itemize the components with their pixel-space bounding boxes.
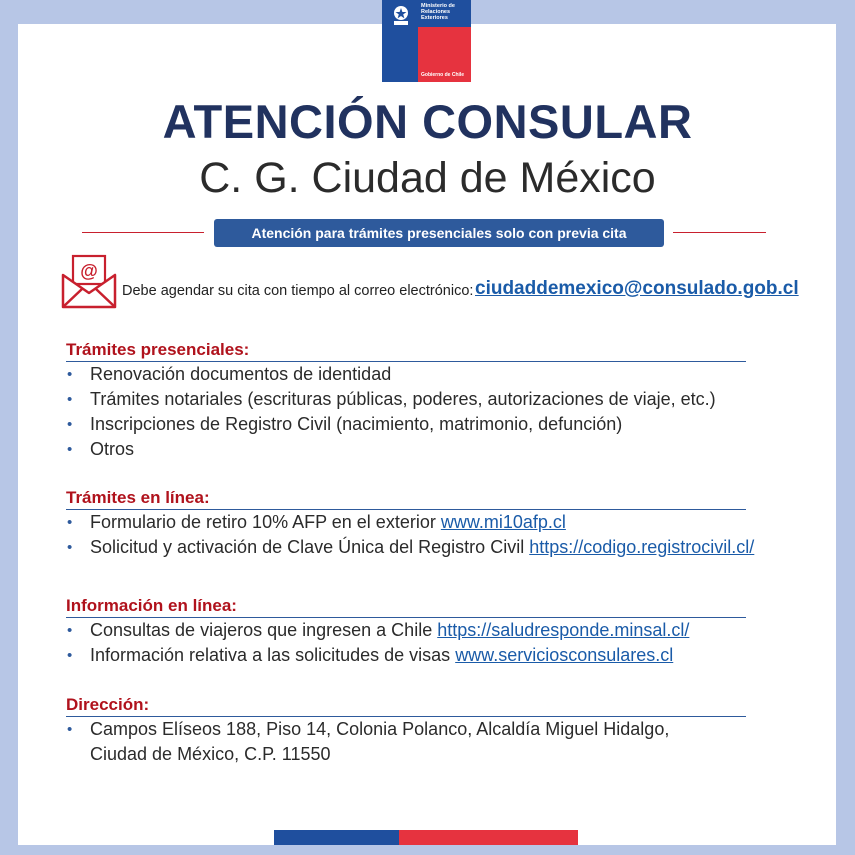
list-item: • Renovación documentos de identidad [66,362,746,387]
government-label: Gobierno de Chile [421,72,465,78]
appointment-banner: Atención para trámites presenciales solo con previa cita [214,219,664,247]
section-heading: Trámites presenciales: [66,340,746,362]
ministry-name: Ministerio de Relaciones Exteriores [421,3,455,21]
list-item: • Otros [66,437,746,462]
list-item: • Información relativa a las solicitudes de visas www.serviciosconsulares.cl [66,643,746,668]
section-heading: Información en línea: [66,596,746,618]
appointment-instructions: Debe agendar su cita con tiempo al correo electrónico: [122,283,474,299]
divider-left [82,232,204,233]
list-item: • Trámites notariales (escrituras públicas, poderes, autorizaciones de viaje, etc.) [66,387,746,412]
section-online-procedures [66,488,755,560]
address-line: Ciudad de México, C.P. 11550 [90,744,331,764]
list-item: • Consultas de viajeros que ingresen a Chile https://saludresponde.minsal.cl/ [66,618,746,643]
list-item: • Inscripciones de Registro Civil (nacimiento, matrimonio, defunción) [66,412,746,437]
ministry-logo [382,0,471,82]
envelope-at-icon [60,253,118,311]
list-item: • Formulario de retiro 10% AFP en el exterior www.mi10afp.cl [66,510,746,535]
list-item: • Solicitud y activación de Clave Única del Registro Civil https://codigo.registrocivil.cl/ [66,535,746,560]
address-line: • Campos Elíseos 188, Piso 14, Colonia Polanco, Alcaldía Miguel Hidalgo, [66,717,746,742]
chile-coat-of-arms-icon [390,4,412,28]
section-in-person [66,340,746,462]
afp-link[interactable]: www.mi10afp.cl [440,512,566,532]
page-subtitle: C. G. Ciudad de México [199,154,656,202]
section-heading: Dirección: [66,695,746,717]
flag-bar [274,830,578,845]
svg-text:@: @ [80,261,98,281]
salud-responde-link[interactable]: https://saludresponde.minsal.cl/ [437,620,690,640]
consulate-email-link[interactable]: ciudaddemexico@consulado.gob.cl [475,278,799,299]
section-address [66,695,746,767]
servicios-consulares-link[interactable]: www.serviciosconsulares.cl [455,645,674,665]
section-heading: Trámites en línea: [66,488,746,510]
section-online-info [66,596,746,668]
page-title: ATENCIÓN CONSULAR [162,95,693,148]
registro-civil-link[interactable]: https://codigo.registrocivil.cl/ [529,537,755,557]
divider-right [673,232,766,233]
